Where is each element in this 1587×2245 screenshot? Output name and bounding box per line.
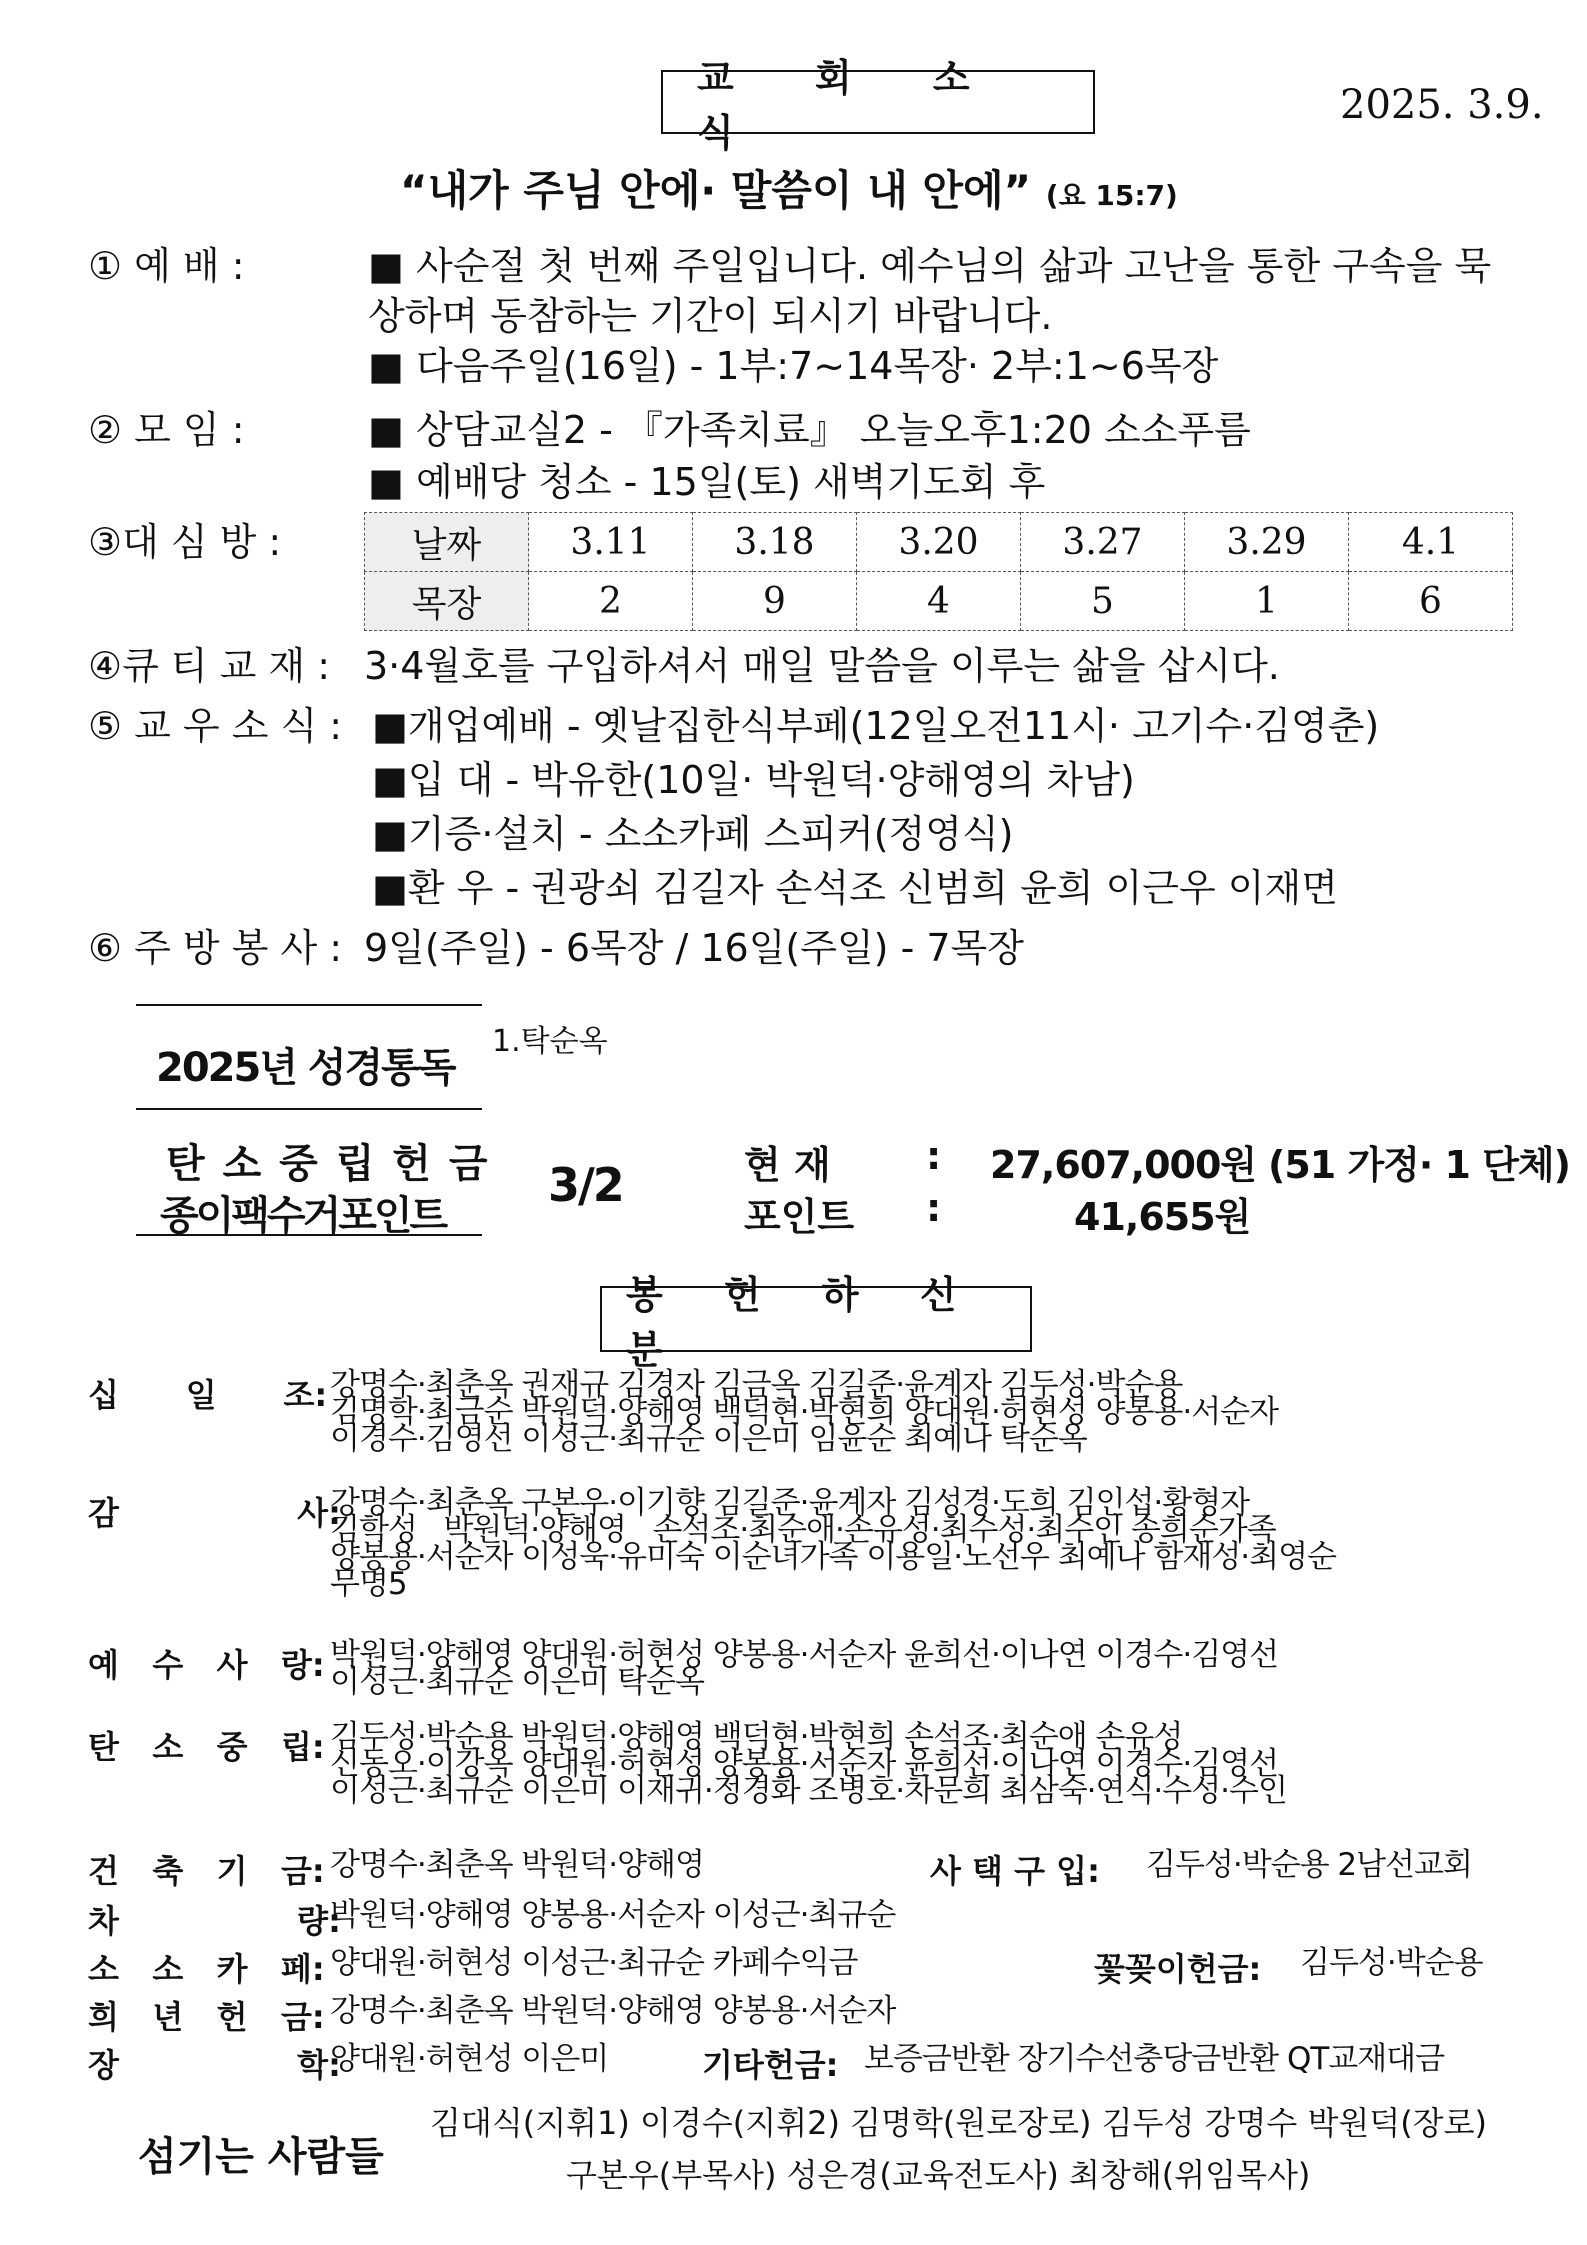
meeting-line1: ■ 상담교실2 - 『가족치료』 오늘오후1:20 소소푸름	[368, 408, 1251, 452]
visit-date-row	[365, 513, 1513, 572]
visit-date-cell: 3.29	[1185, 513, 1349, 572]
visit-date-cell: 3.18	[693, 513, 857, 572]
building-fund-label: 건 축 기 금:	[88, 1852, 325, 1890]
servants-line1: 김대식(지휘1) 이경수(지휘2) 김명학(원로장로) 김두성 강명수 박원덕(장로)	[430, 2104, 1487, 2142]
members-line4: ■환 우 - 권광쇠 김길자 손석조 신범희 윤희 이근우 이재면	[372, 866, 1338, 910]
worship-label: ① 예 배 :	[88, 244, 245, 288]
theme-verse	[400, 158, 1178, 218]
soso-cafe-names: 양대원·허현성 이성근·최규순 카페수익금	[330, 1945, 858, 1981]
carbon-neutral-label: 탄 소 중 립:	[88, 1728, 325, 1766]
jesus-love-names: 박원덕·양해영 양대원·허현성 양봉용·서순자 윤희선·이나연 이경수·김영선 이성근·최규순 이은미 탁순옥	[330, 1637, 1279, 1700]
visit-date-cell: 3.20	[857, 513, 1021, 572]
building-fund-names: 강명수·최춘옥 박원덕·양해영	[330, 1847, 704, 1883]
carbon-now-colon: :	[926, 1134, 942, 1178]
theme-verse-text: “내가 주님 안에· 말씀이 내 안에”	[400, 166, 1032, 215]
visit-cell-value: 9	[693, 572, 857, 631]
tithe-names: 강명수·최춘옥 권재규 김경자 김금옥 김길준·윤계자 김두성·박순용 김명학·최금순 박원덕·양해영 백덕현·박현희 양대원·허현성 양봉용·서순자 이경수·김영선 이성근·최규순 이은미 임윤순 최예나 탁순옥	[330, 1367, 1279, 1457]
carbon-point-label: 포인트	[744, 1195, 855, 1239]
servants-label: 섬기는 사람들	[138, 2134, 384, 2180]
visit-cell-value: 6	[1349, 572, 1513, 631]
carbon-point-value: 41,655원	[1074, 1195, 1251, 1239]
other-offering-names: 보증금반환 장기수선충당금반환 QT교재대금	[864, 2041, 1445, 2077]
members-label: ⑤ 교 우 소 식 :	[88, 704, 343, 748]
worship-line2: 상하며 동참하는 기간이 되시기 바랍니다.	[368, 294, 1053, 338]
scholarship-label: 장 학:	[88, 2046, 341, 2084]
milkcarton-points-title: 종이팩수거포인트	[160, 1193, 446, 1239]
visit-cell-value: 4	[857, 572, 1021, 631]
tithe-label: 십 일 조:	[88, 1376, 328, 1414]
visit-date-cell: 3.11	[529, 513, 693, 572]
visit-date-cell: 3.27	[1021, 513, 1185, 572]
kitchen-text: 9일(주일) - 6목장 / 16일(주일) - 7목장	[364, 926, 1024, 970]
vehicle-label: 차 량:	[88, 1902, 341, 1940]
jubilee-names: 강명수·최춘옥 박원덕·양해영 양봉용·서순자	[330, 1993, 896, 2029]
divider	[136, 1108, 482, 1110]
worship-line1: ■ 사순절 첫 번째 주일입니다. 예수님의 삶과 고난을 통한 구속을 묵	[368, 244, 1492, 288]
visit-schedule-table	[364, 512, 1513, 631]
qt-label: ④큐 티 교 재 :	[88, 644, 331, 688]
carbon-neutral-names: 김두성·박순용 박원덕·양해영 백덕현·박현희 손석조·최순애 손유성 신동오·이강옥 양대원·허현성 양봉용·서순자 윤희선·이나연 이경수·김영선 이성근·최규순 이은미 이재귀·정경화 조병호·차문희 최삼숙·연식·수성·수인	[330, 1719, 1287, 1809]
carbon-point-colon: :	[926, 1186, 942, 1230]
servants-line2: 구본우(부목사) 성은경(교육전도사) 최창해(위임목사)	[566, 2156, 1311, 2194]
qt-text: 3·4월호를 구입하셔서 매일 말씀을 이루는 삶을 삽시다.	[364, 644, 1280, 688]
offering-title: 봉 헌 하 신 분	[600, 1286, 1032, 1352]
worship-line3: ■ 다음주일(16일) - 1부:7~14목장· 2부:1~6목장	[368, 344, 1219, 388]
bulletin-date: 2025. 3.9.	[1340, 82, 1544, 128]
members-line1: ■개업예배 - 옛날집한식부페(12일오전11시· 고기수·김영춘)	[372, 704, 1380, 748]
thanks-names: 강명수·최춘옥 구본우·이기향 김길준·윤계자 김성경·도희 김인섭·황형자 김학성 박원덕·양해영 손석조·최순애·손유성·최수성·최수인 송희순가족 양봉용·서순자 이성욱·유미숙 이순녀가족 이용일·노선우 최예나 함재성·최영순 무명5	[330, 1485, 1336, 1602]
divider	[136, 1234, 482, 1236]
members-line3: ■기증·설치 - 소소카페 스피커(정영식)	[372, 812, 1014, 856]
visit-cell-value: 2	[529, 572, 693, 631]
visit-cell-header: 목장	[365, 572, 529, 631]
theme-verse-ref: (요 15:7)	[1045, 179, 1178, 212]
soso-cafe-label: 소 소 카 페:	[88, 1950, 325, 1988]
scholarship-names: 양대원·허현성 이은미	[330, 2041, 609, 2077]
visit-cell-value: 5	[1021, 572, 1185, 631]
visit-date-cell: 4.1	[1349, 513, 1513, 572]
visit-cell-value: 1	[1185, 572, 1349, 631]
bible-reading-names: 1.탁순옥	[492, 1024, 608, 1059]
visit-cell-row	[365, 572, 1513, 631]
meeting-label: ② 모 임 :	[88, 408, 245, 452]
jesus-love-label: 예 수 사 랑:	[88, 1646, 325, 1684]
parsonage-names: 김두성·박순용 2남선교회	[1146, 1847, 1472, 1883]
carbon-now-value: 27,607,000원	[990, 1143, 1257, 1187]
members-line2: ■입 대 - 박유한(10일· 박원덕·양해영의 차남)	[372, 758, 1135, 802]
kitchen-label: ⑥ 주 방 봉 사 :	[88, 926, 343, 970]
bible-reading-title: 2025년 성경통독	[156, 1045, 455, 1091]
divider	[136, 1004, 482, 1006]
other-offering-label: 기타헌금:	[702, 2046, 839, 2084]
visit-date-header: 날짜	[365, 513, 529, 572]
church-news-title: 교 회 소 식	[661, 70, 1095, 134]
carbon-date: 3/2	[548, 1158, 623, 1212]
carbon-now-label: 현 재	[744, 1143, 831, 1187]
carbon-offering-title: 탄 소 중 립 헌 금	[166, 1141, 490, 1187]
flower-offering-names: 김두성·박순용	[1300, 1945, 1483, 1981]
vehicle-names: 박원덕·양해영 양봉용·서순자 이성근·최규순	[330, 1897, 896, 1933]
meeting-line2: ■ 예배당 청소 - 15일(토) 새벽기도회 후	[368, 460, 1046, 504]
thanks-label: 감 사:	[88, 1494, 341, 1532]
parsonage-label: 사 택 구 입:	[930, 1852, 1100, 1890]
carbon-now-note: (51 가정· 1 단체)	[1268, 1143, 1571, 1187]
jubilee-label: 희 년 헌 금:	[88, 1998, 325, 2036]
visit-label: ③대 심 방 :	[88, 520, 282, 564]
flower-offering-label: 꽃꽂이헌금:	[1094, 1950, 1262, 1988]
